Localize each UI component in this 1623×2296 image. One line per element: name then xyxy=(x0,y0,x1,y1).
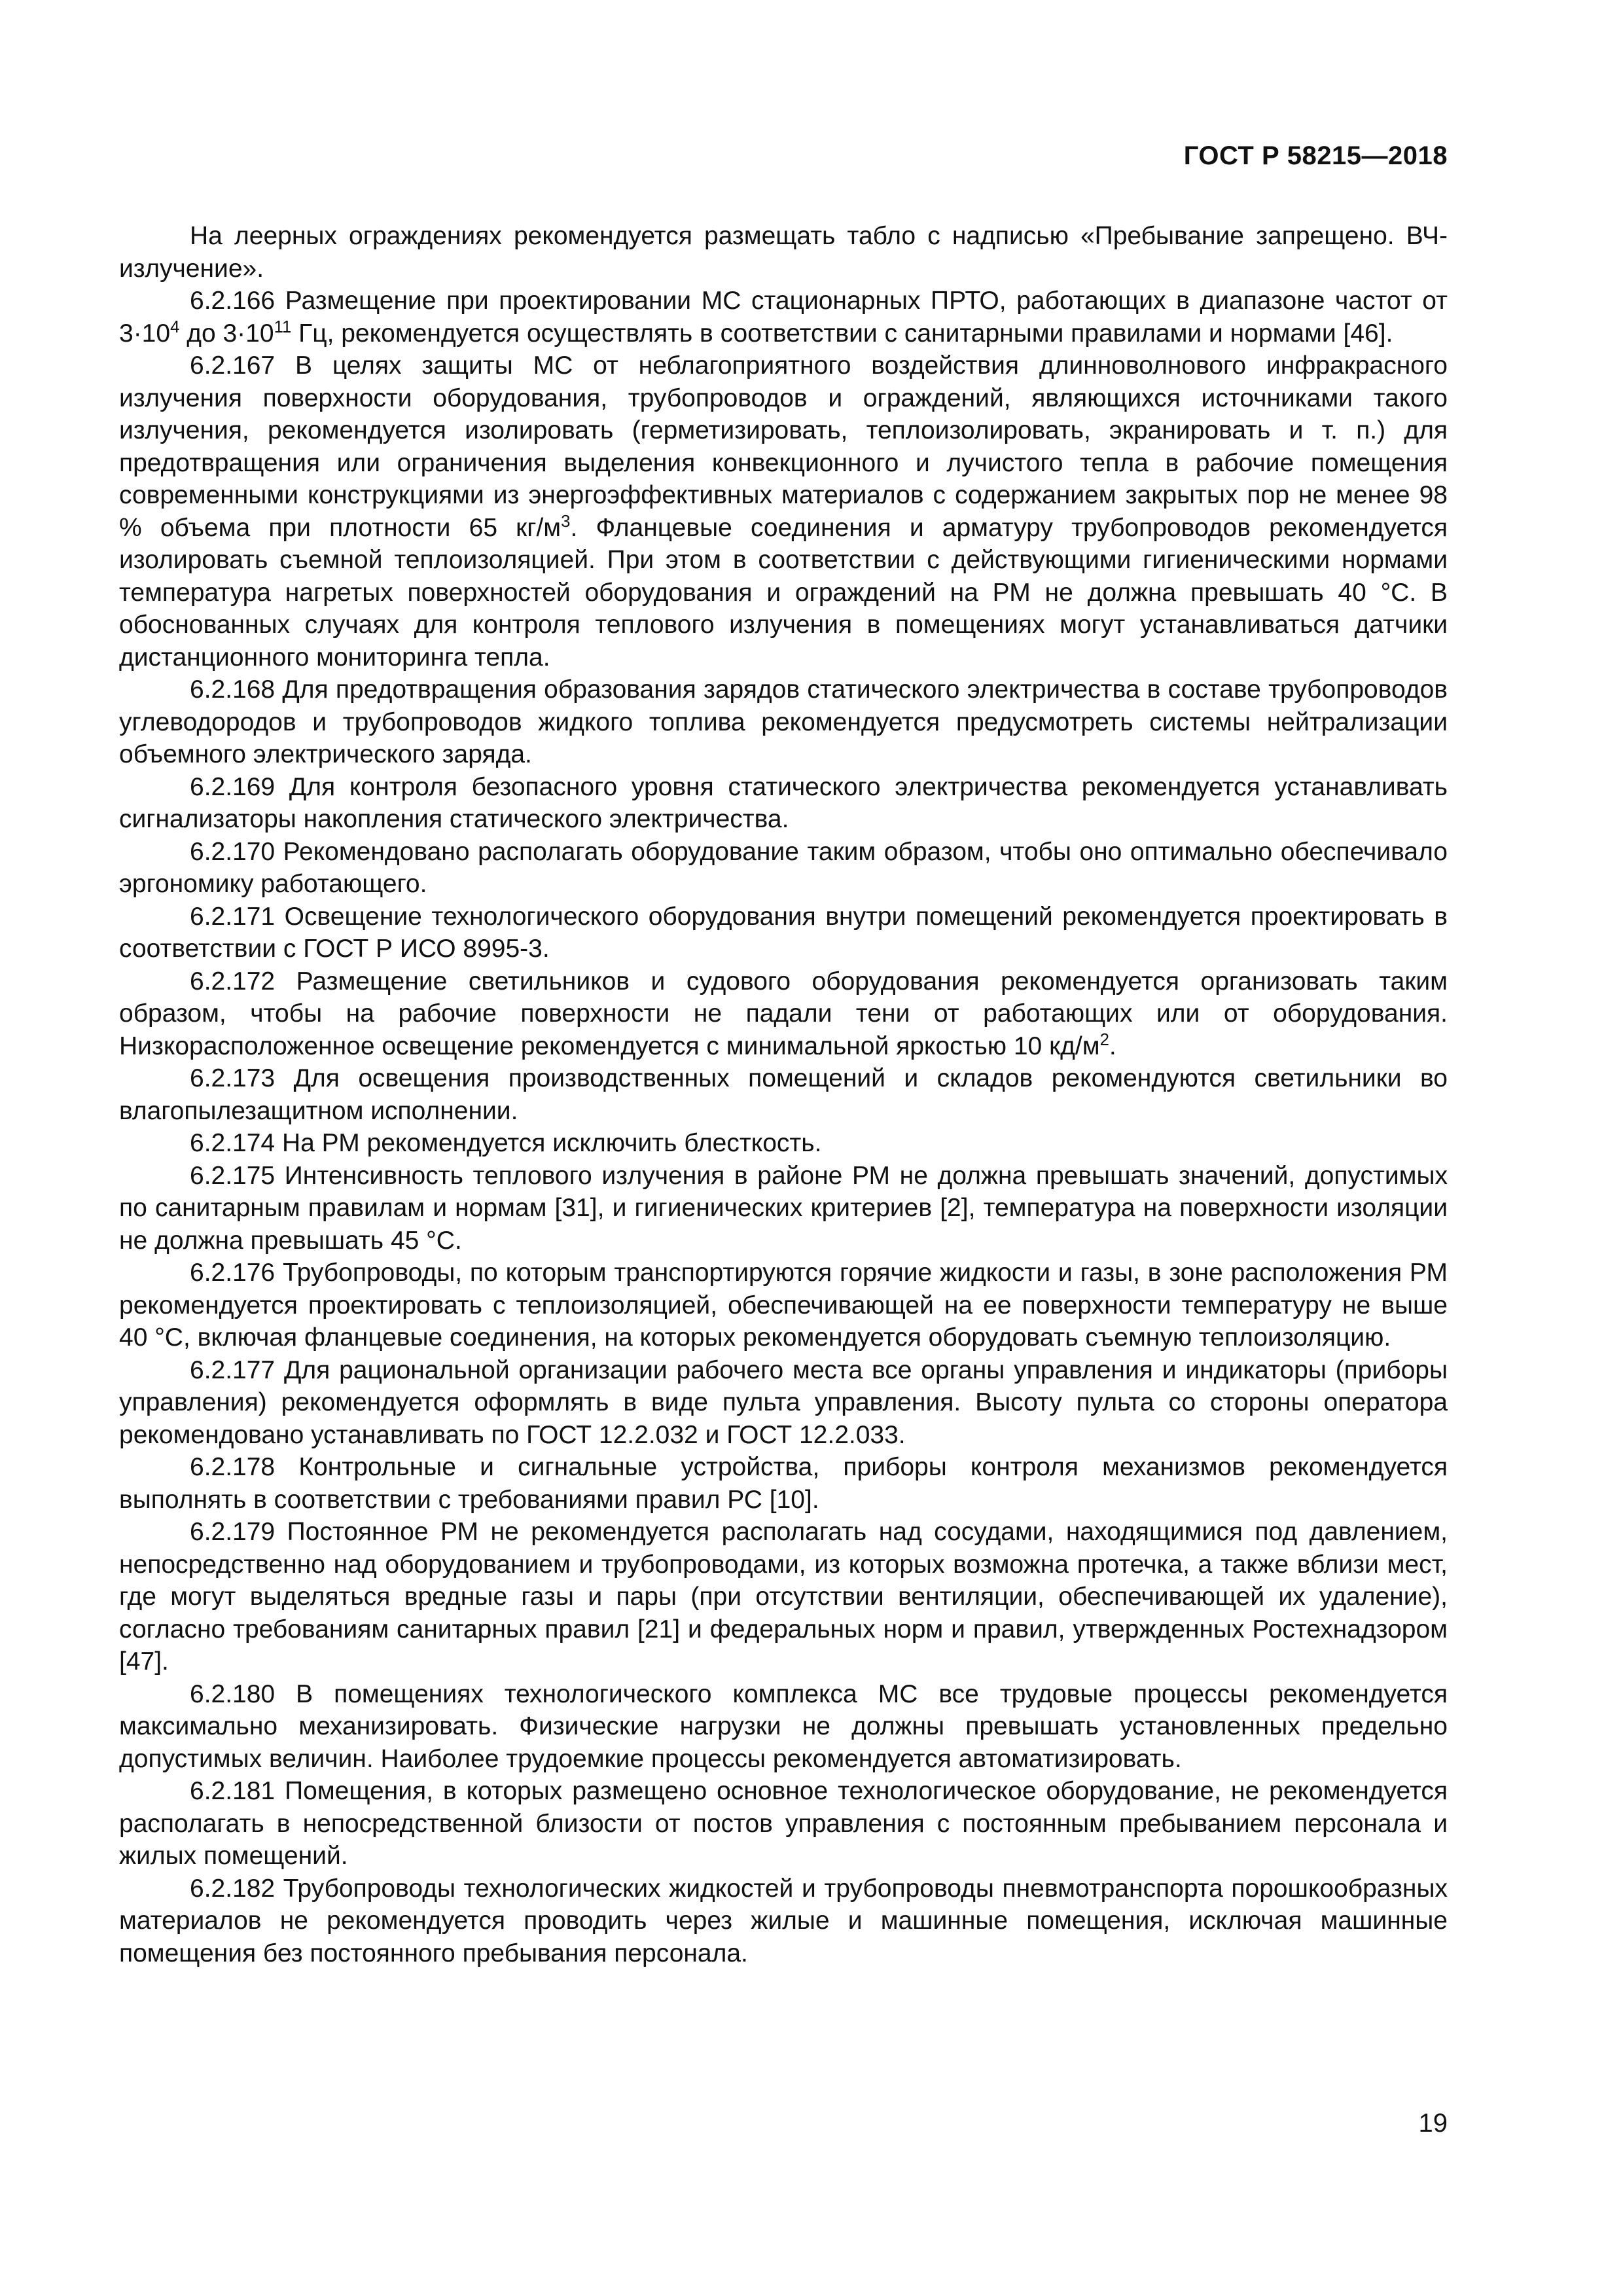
paragraph xyxy=(119,1775,1448,1873)
paragraph xyxy=(119,901,1448,965)
superscript: 2 xyxy=(1099,1030,1109,1049)
text-run: 6.2.179 Постоянное РМ не рекомендуется располагать над сосудами, находящимися под давлением, непосредственно над оборудованием и трубопроводами, из которых возможна протечка, а также вблизи мест, где могут выделяться вредные газы и пары (при отсутствии вентиляции, обеспечивающей их удаление), согласно требованиям санитарных правил [21] и федеральных норм и правил, утвержденных Ростехнадзором [47]. xyxy=(119,1518,1448,1676)
paragraph xyxy=(119,1062,1448,1127)
paragraph xyxy=(119,965,1448,1063)
paragraph xyxy=(119,350,1448,673)
text-run: 6.2.176 Трубопроводы, по которым транспортируются горячие жидкости и газы, в зоне расположения РМ рекомендуется проектировать с теплоизоляцией, обеспечивающей на ее поверхности температуру не выше 40 °С, включая фланцевые соединения, на которых рекомендуется оборудовать съемную теплоизоляцию. xyxy=(119,1259,1448,1352)
paragraph xyxy=(119,1127,1448,1160)
text-run: 6.2.180 В помещениях технологического комплекса МС все трудовые процессы рекомендуется максимально механизировать. Физические нагрузки не должны превышать установленных предельно допустимых величин. Наиболее трудоемкие процессы рекомендуется автоматизировать. xyxy=(119,1679,1448,1773)
text-run: 6.2.175 Интенсивность теплового излучения в районе РМ не должна превышать значений, допустимых по санитарным правилам и нормам [31], и гигиенических критериев [2], температура на поверхности изоляции не должна превышать 45 °С. xyxy=(119,1161,1448,1255)
text-run: 6.2.170 Рекомендовано располагать оборудование таким образом, чтобы оно оптимально обеспечивало эргономику работающего. xyxy=(119,837,1448,898)
paragraph xyxy=(119,1451,1448,1516)
document-header: ГОСТ Р 58215—2018 xyxy=(1183,141,1448,170)
text-run: 6.2.181 Помещения, в которых размещено основное технологическое оборудование, не рекомендуется располагать в непосредственной близости от постов управления с постоянным пребыванием персонала и жилых помещений. xyxy=(119,1777,1448,1870)
paragraph xyxy=(119,1516,1448,1678)
paragraph xyxy=(119,1354,1448,1452)
text-run: 6.2.172 Размещение светильников и судового оборудования рекомендуется организовать таким образом, чтобы на рабочие поверхности не падали тени от работающих или от оборудования. Низкорасположенное освещение рекомендуется с минимальной яркостью 10 кд/м xyxy=(119,967,1448,1060)
text-run: 6.2.169 Для контроля безопасного уровня статического электричества рекомендуется устанавливать сигнализаторы накопления статического электричества. xyxy=(119,772,1448,833)
paragraph xyxy=(119,285,1448,350)
superscript: 4 xyxy=(170,317,180,336)
text-run: 6.2.177 Для рациональной организации рабочего места все органы управления и индикаторы (приборы управления) рекомендуется оформлять в виде пульта управления. Высоту пульта со стороны оператора рекомендовано устанавливать по ГОСТ 12.2.032 и ГОСТ 12.2.033. xyxy=(119,1355,1448,1449)
text-run: 6.2.182 Трубопроводы технологических жидкостей и трубопроводы пневмотранспорта порошкообразных материалов не рекомендуется проводить через жилые и машинные помещения, исключая машинные помещения без постоянного пребывания персонала. xyxy=(119,1874,1448,1967)
text-run: 6.2.167 В целях защиты МС от неблагоприятного воздействия длинноволнового инфракрасного излучения поверхности оборудования, трубопроводов и ограждений, являющихся источниками такого излучения, рекомендуется изолировать (герметизировать, теплоизолировать, экранировать и т. п.) для предотвращения или ограничения выделения конвекционного и лучистого тепла в рабочие помещения современными конструкциями из энергоэффективных материалов с содержанием закрытых пор не менее 98 % объема при плотности 65 кг/м xyxy=(119,351,1448,542)
text-run: до 3·10 xyxy=(179,319,274,348)
paragraph xyxy=(119,1257,1448,1354)
text-run: 6.2.178 Контрольные и сигнальные устройства, приборы контроля механизмов рекомендуется выполнять в соответствии с требованиями правил РС [10]. xyxy=(119,1453,1448,1514)
superscript: 11 xyxy=(274,317,292,336)
document-body xyxy=(119,220,1448,1969)
text-run: 6.2.174 На РМ рекомендуется исключить блесткость. xyxy=(190,1129,822,1157)
text-run: 6.2.171 Освещение технологического оборудования внутри помещений рекомендуется проектировать в соответствии с ГОСТ Р ИСО 8995-3. xyxy=(119,902,1448,963)
text-run: . Фланцевые соединения и арматуру трубопроводов рекомендуется изолировать съемной теплоизоляцией. При этом в соответствии с действующими гигиеническими нормами температура нагретых поверхностей оборудования и ограждений на РМ не должна превышать 40 °С. В обоснованных случаях для контроля теплового излучения в помещениях могут устанавливаться датчики дистанционного мониторинга тепла. xyxy=(119,513,1448,672)
text-run: На леерных ограждениях рекомендуется размещать табло с надписью «Пребывание запрещено. ВЧ-излучение». xyxy=(119,222,1448,283)
text-run: . xyxy=(1109,1031,1116,1060)
text-run: 6.2.166 Размещение при проектировании МС стационарных ПРТО, работающих в диапазоне частот от 3·10 xyxy=(119,287,1448,348)
text-run: 6.2.168 Для предотвращения образования зарядов статического электричества в составе трубопроводов углеводородов и трубопроводов жидкого топлива рекомендуется предусмотреть системы нейтрализации объемного электрического заряда. xyxy=(119,675,1448,768)
paragraph xyxy=(119,673,1448,771)
paragraph xyxy=(119,1160,1448,1257)
text-run: 6.2.173 Для освещения производственных помещений и складов рекомендуются светильники во влагопылезащитном исполнении. xyxy=(119,1064,1448,1125)
paragraph xyxy=(119,1678,1448,1776)
paragraph xyxy=(119,1873,1448,1970)
text-run: Гц, рекомендуется осуществлять в соответствии с санитарными правилами и нормами [46]. xyxy=(291,319,1393,348)
paragraph xyxy=(119,836,1448,901)
paragraph xyxy=(119,220,1448,285)
page-number: 19 xyxy=(1418,2109,1448,2138)
superscript: 3 xyxy=(561,512,571,531)
paragraph xyxy=(119,771,1448,836)
